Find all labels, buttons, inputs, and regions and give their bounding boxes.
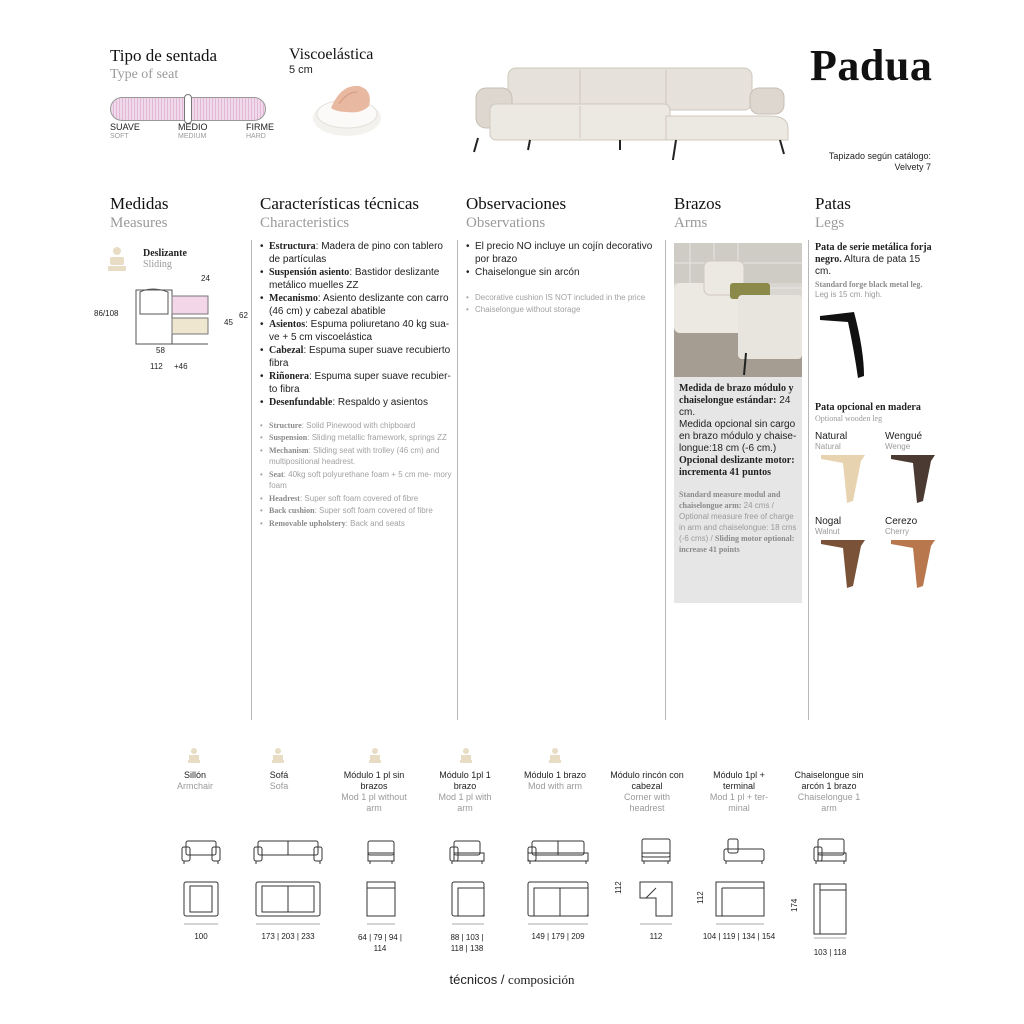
characteristic-item <box>260 319 452 344</box>
module-1-arm: Módulo 1 brazo Mod with arm <box>523 770 587 791</box>
characteristic-key: Seat <box>269 469 284 479</box>
dim-extra: +46 <box>174 362 188 371</box>
upholstery-line-2: Velvety 7 <box>894 162 931 172</box>
characteristic-item-en <box>260 505 452 517</box>
column-divider <box>808 240 809 720</box>
characteristic-value: : Espuma super suave recubier- to fibra <box>269 371 451 395</box>
foam-block <box>289 46 399 145</box>
terminal-depth: 112 <box>696 891 705 904</box>
characteristic-item <box>260 345 452 370</box>
seat-person-icon <box>188 748 200 764</box>
dim-seat: 58 <box>156 346 165 355</box>
characteristic-key: Removable upholstery <box>269 518 346 528</box>
product-name: Padua <box>810 41 933 90</box>
arm-standard-label-en: Standard measure modul and chaiselongue arm: <box>679 490 781 510</box>
foam-title: Viscoelástica <box>289 46 374 63</box>
characteristic-value: : Super soft foam covered of fibre <box>314 506 433 515</box>
characteristic-value: : Espuma poliuretano 40 kg sua- ve + 5 cm viscoelástica <box>269 319 450 343</box>
seat-firmness-scale <box>110 97 266 121</box>
chaiselongue-depth: 174 <box>790 898 799 912</box>
foam-size: 5 cm <box>289 64 313 76</box>
scale-hard-label: FIRME <box>246 122 274 132</box>
standard-leg-height: Altura de pata 15 cm. <box>815 254 921 277</box>
characteristic-item <box>260 371 452 396</box>
dim-left: 86/108 <box>94 309 119 318</box>
characteristics-heading: Características técnicas Characteristics <box>260 194 420 231</box>
characteristic-item <box>260 293 452 318</box>
observations-list <box>466 241 656 317</box>
module-sofa: Sofá Sofa <box>269 770 289 791</box>
observation-item-en: • Chaiselongue without storage <box>466 304 656 316</box>
characteristic-value: : Bastidor deslizante metálico muelles ZZ <box>269 267 440 291</box>
module-corner: Módulo rincón con cabezal Corner with headrest <box>610 770 684 813</box>
metal-leg-image <box>818 310 872 382</box>
arm-detail-photo <box>674 243 802 377</box>
corner-depth: 112 <box>614 881 623 894</box>
characteristics-list <box>260 241 452 530</box>
sofa-product-image <box>470 60 790 160</box>
scale-medium-label: MEDIO <box>178 122 208 132</box>
seat-type-title-en: Type of seat <box>110 67 179 82</box>
characteristic-value: : Madera de pino con tablero de partículas <box>269 241 443 265</box>
characteristic-value: : 40kg soft polyurethane foam + 5 cm me- mory foam <box>269 469 452 490</box>
sliding-label: Deslizante <box>143 248 187 259</box>
characteristic-key: Desenfundable <box>269 397 333 408</box>
leg-option-nogal: Nogal Walnut <box>815 516 881 597</box>
characteristic-key: Back cushion <box>269 506 315 515</box>
natural-leg-icon <box>815 451 875 507</box>
standard-leg-label-en: Standard forge black metal leg. <box>815 280 923 289</box>
scale-medium-label-en: MEDIUM <box>178 133 207 140</box>
footer-composition: composición <box>508 972 575 987</box>
scale-soft-label: SUAVE <box>110 122 140 132</box>
wengue-leg-icon <box>885 451 945 507</box>
arm-standard-value: 24 cm. <box>679 395 791 418</box>
arms-info-box <box>674 377 802 603</box>
module-chaiselongue: Chaiselongue sin arcón 1 brazo Chaiselongue 1 arm <box>794 770 864 813</box>
arm-motor-option-en: Sliding motor optional: increase 41 points <box>679 534 795 554</box>
optional-leg-heading: Pata opcional en madera Optional wooden leg <box>815 402 921 423</box>
characteristic-item <box>260 267 452 292</box>
sliding-label-en: Sliding <box>143 259 172 270</box>
characteristic-value: : Solid Pinewood with chipboard <box>301 420 416 430</box>
module-terminal: Módulo 1pl + terminal Mod 1 pl + ter- minal <box>709 770 769 813</box>
standard-leg-block <box>815 242 933 300</box>
arm-optional-text: Medida opcional sin cargo en brazo módulo y chaise- longue:18 cm (-6 cm.) <box>679 419 797 454</box>
sliding-seat-icon <box>108 246 126 272</box>
characteristic-item-en <box>260 469 452 492</box>
memory-foam-hand-image <box>311 78 383 140</box>
characteristic-item-en <box>260 420 452 432</box>
characteristic-value: : Back and seats <box>345 518 405 528</box>
seat-type-title: Tipo de sentada <box>110 46 218 65</box>
arm-motor-option: Opcional deslizante motor: incrementa 41 puntos <box>679 455 795 478</box>
leg-option-natural: Natural Natural <box>815 431 881 512</box>
seat-person-icon <box>369 748 381 764</box>
observation-item: • El precio NO incluye un cojín decorativo por brazo <box>466 241 656 266</box>
characteristic-value: : Espuma super suave recubierto fibra <box>269 345 451 369</box>
characteristic-item-en <box>260 518 452 530</box>
observations-heading: Observaciones Observations <box>466 194 567 231</box>
characteristic-key: Mechanism <box>269 445 309 455</box>
legs-heading: Patas Legs <box>815 194 851 231</box>
footer-technical: técnicos <box>449 972 498 987</box>
dim-inner: 45 <box>224 318 233 327</box>
characteristic-item-en <box>260 432 452 444</box>
mod-1pl-1-arm-width: 88 | 103 | 118 | 138 <box>450 933 484 953</box>
footer-caption <box>0 972 1024 988</box>
mod-1-arm-width: 149 | 179 | 209 <box>531 932 585 941</box>
seat-person-icon <box>272 748 284 764</box>
upholstery-note <box>829 151 931 173</box>
scale-hard-label-en: HARD <box>246 133 266 140</box>
characteristic-key: Mecanismo <box>269 293 318 304</box>
characteristic-item <box>260 397 452 410</box>
characteristic-key: Estructura <box>269 241 316 252</box>
seat-person-icon <box>460 748 472 764</box>
seat-person-icon <box>549 748 561 764</box>
characteristic-key: Structure <box>269 420 302 430</box>
scale-soft-label-en: SOFT <box>110 133 129 140</box>
sliding-label-block <box>143 248 187 270</box>
sofa-width: 173 | 203 | 233 <box>261 932 315 941</box>
characteristic-key: Suspension <box>269 433 308 442</box>
characteristic-key: Riñonera <box>269 371 309 382</box>
mod-1pl-no-arm-width: 64 | 79 | 94 | 114 <box>357 933 403 953</box>
characteristic-key: Headrest <box>269 493 300 503</box>
column-divider <box>457 240 458 720</box>
characteristic-value: : Sliding seat with trolley (46 cm) and multipositional headrest. <box>269 445 440 466</box>
characteristic-value: : Respaldo y asientos <box>332 397 428 408</box>
observation-item-en: • Decorative cushion IS NOT included in the price <box>466 292 656 304</box>
dim-right: 62 <box>239 311 248 320</box>
column-divider <box>665 240 666 720</box>
seat-firmness-marker <box>184 94 192 124</box>
nogal-leg-icon <box>815 536 875 592</box>
sliding-seat-diagram <box>94 274 254 374</box>
chaiselongue-width: 103 | 118 <box>813 948 847 957</box>
module-1pl-1-arm: Módulo 1pl 1 brazo Mod 1 pl with arm <box>438 770 492 813</box>
arm-standard-label: Medida de brazo módulo y chaiselongue estándar: <box>679 383 794 406</box>
characteristic-item-en <box>260 445 452 468</box>
characteristic-key: Asientos <box>269 319 306 330</box>
characteristic-value: : Asiento deslizante con carro (46 cm) y cabezal abatible <box>269 293 449 317</box>
characteristic-item <box>260 241 452 266</box>
characteristic-value: : Super soft foam covered of fibre <box>299 493 419 503</box>
corner-width: 112 <box>649 932 663 941</box>
standard-leg-height-en: Leg is 15 cm. high. <box>815 290 883 299</box>
observation-item: • Chaiselongue sin arcón <box>466 267 656 280</box>
leg-option-wengue: Wengué Wenge <box>885 431 951 512</box>
measures-heading: Medidas Measures <box>110 194 169 231</box>
module-top-views <box>0 878 1024 940</box>
module-armchair: Sillón Armchair <box>176 770 213 791</box>
module-1pl-no-arm: Módulo 1 pl sin brazos Mod 1 pl without arm <box>341 770 407 813</box>
characteristic-key: Suspensión asiento <box>269 267 350 278</box>
arms-heading: Brazos Arms <box>674 194 722 231</box>
characteristic-item-en <box>260 493 452 505</box>
footer-separator: / <box>497 972 509 987</box>
terminal-width: 104 | 119 | 134 | 154 <box>702 932 776 941</box>
seat-type-block <box>110 46 285 145</box>
cerezo-leg-icon <box>885 536 945 592</box>
armchair-width: 100 <box>194 932 208 941</box>
characteristic-value: : Sliding metallic framework, springs ZZ <box>307 433 447 442</box>
module-front-views <box>0 835 1024 867</box>
leg-option-cerezo: Cerezo Cherry <box>885 516 951 597</box>
dim-top: 24 <box>201 274 210 283</box>
dim-bottom: 112 <box>150 362 163 371</box>
upholstery-line-1: Tapizado según catálogo: <box>828 151 931 161</box>
arm-text-en: 24 cms / Optional measure free of charge in arm and chaiselongue: 18 cms (-6 cms) / <box>679 501 797 543</box>
characteristic-key: Cabezal <box>269 345 304 356</box>
standard-leg-label: Pata de serie metálica forja negro. <box>815 242 932 265</box>
